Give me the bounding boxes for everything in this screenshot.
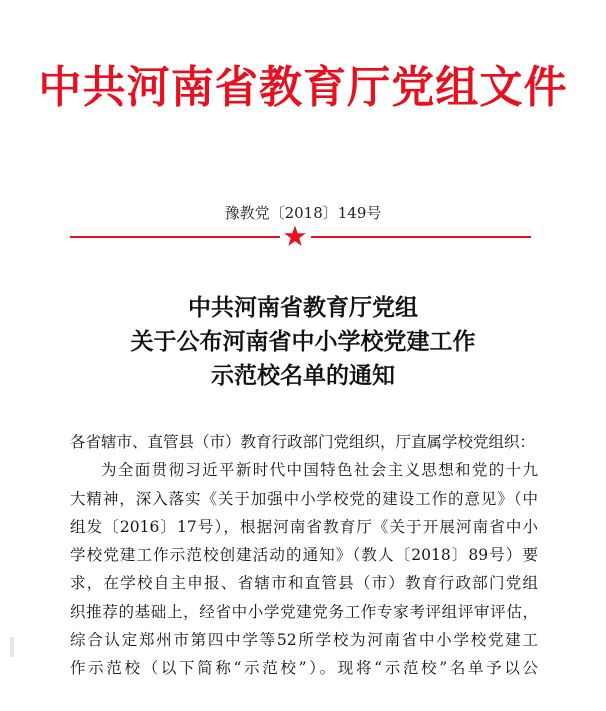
paragraph-line: 求，在学校自主申报、省辖市和直管县（市）教育行政部门党组 xyxy=(70,574,538,593)
paragraph-line: 为全面贯彻习近平新时代中国特色社会主义思想和党的十九 xyxy=(101,461,538,480)
red-divider-right xyxy=(311,236,531,238)
paragraph-line: 综合认定郑州市第四中学等52所学校为河南省中小学校党建工 xyxy=(70,631,538,650)
document-masthead: 中共河南省教育厅党组文件 xyxy=(38,62,568,113)
document-body xyxy=(70,428,538,683)
document-title xyxy=(0,291,606,393)
scan-artifact xyxy=(10,637,14,657)
paragraph-line: 织推荐的基础上，经省中小学党建党务工作专家考评组评审评估， xyxy=(70,602,538,621)
document-number: 豫教党〔2018〕149号 xyxy=(224,204,382,222)
paragraph-line: 组发〔2016〕17号），根据河南省教育厅《关于开展河南省中小 xyxy=(70,517,538,536)
paragraph-line: 大精神，深入落实《关于加强中小学校党的建设工作的意见》（中 xyxy=(70,489,538,508)
title-line: 中共河南省教育厅党组 xyxy=(188,294,418,321)
red-divider-left xyxy=(70,236,280,238)
title-line: 示范校名单的通知 xyxy=(211,362,395,389)
salutation: 各省辖市、直管县（市）教育行政部门党组织，厅直属学校党组织： xyxy=(70,433,536,451)
star-icon xyxy=(283,224,307,248)
title-line: 关于公布河南省中小学校党建工作 xyxy=(130,328,476,355)
paragraph-line: 作示范校（以下简称“示范校”）。现将“示范校”名单予以公 xyxy=(70,659,538,678)
paragraph-line: 学校党建工作示范校创建活动的通知》（教人〔2018〕89号）要 xyxy=(70,546,538,565)
